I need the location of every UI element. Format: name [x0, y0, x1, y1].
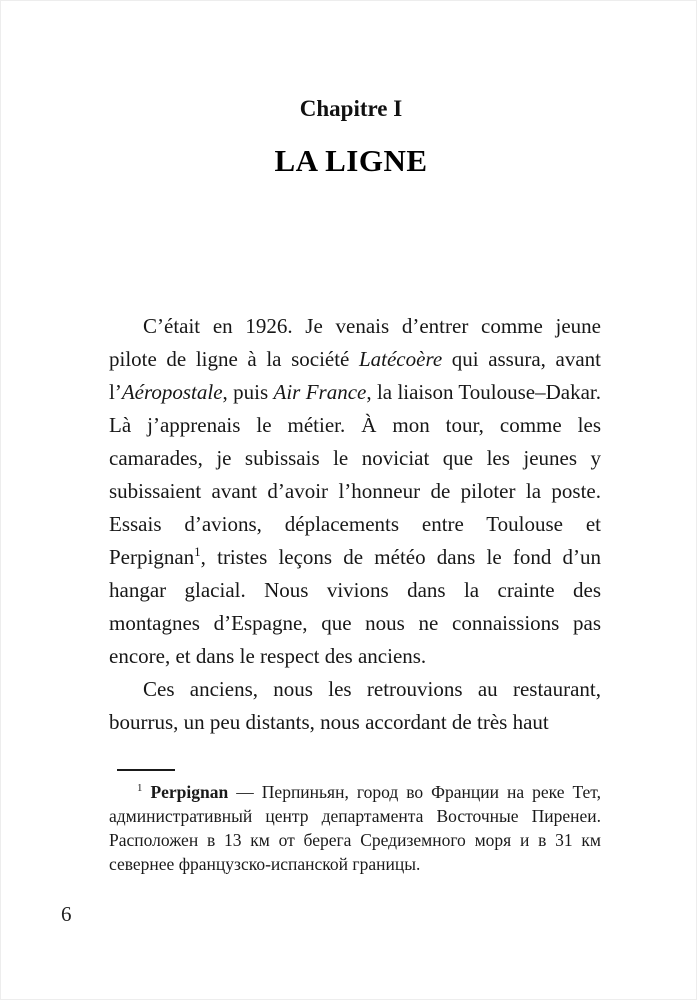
text-run-normal: , la liaison Toulouse–Dakar. Là j’apprenais le métier. À mon tour, comme les camarades, je subissais le noviciat que les jeunes y subissaient avant d’avoir l’honneur de piloter la poste. Essais d’avions, déplacements entre Toulouse et Perpignan: [109, 380, 601, 569]
footnote-block: [109, 769, 601, 876]
body-text: [109, 310, 601, 739]
footnote-separator-rule: [117, 769, 175, 771]
text-run-normal: Ces anciens, nous les retrouvions au restaurant, bourrus, un peu distants, nous accordant de très haut: [109, 677, 601, 734]
text-run-normal: , tristes leçons de météo dans le fond d’un hangar glacial. Nous vivions dans la crainte des montagnes d’Espagne, que nous ne connaissions pas encore, et dans le respect des anciens.: [109, 545, 601, 668]
chapter-heading: Chapitre I: [299, 96, 403, 121]
paragraph: [109, 673, 601, 739]
paragraph: [109, 310, 601, 673]
page-number: 6: [61, 902, 72, 926]
text-run-italic: Aéropostale: [121, 380, 223, 404]
text-run-normal: , puis: [222, 380, 274, 404]
text-run-normal: C’était en 1926. Je venais d’entrer comme jeune pilote de ligne à la société: [109, 314, 601, 371]
text-run-italic: Air France: [273, 380, 367, 404]
text-run-normal: qui assura, avant l’: [109, 347, 601, 404]
text-run-bold: Perpignan: [150, 782, 229, 802]
text-run-italic: Latécoère: [358, 347, 443, 371]
text-run-sup: 1: [194, 544, 201, 559]
footnote-marker: 1: [137, 782, 143, 795]
text-run-normal: — Перпиньян, город во Франции на реке Тет, административный центр департамента Восточные Пиренеи. Расположен в 13 км от берега Средиземного моря и в 31 км севернее французско-испанской границы.: [109, 782, 602, 874]
page-title: LA LIGNE: [274, 143, 428, 178]
footnote-text: [109, 780, 601, 876]
